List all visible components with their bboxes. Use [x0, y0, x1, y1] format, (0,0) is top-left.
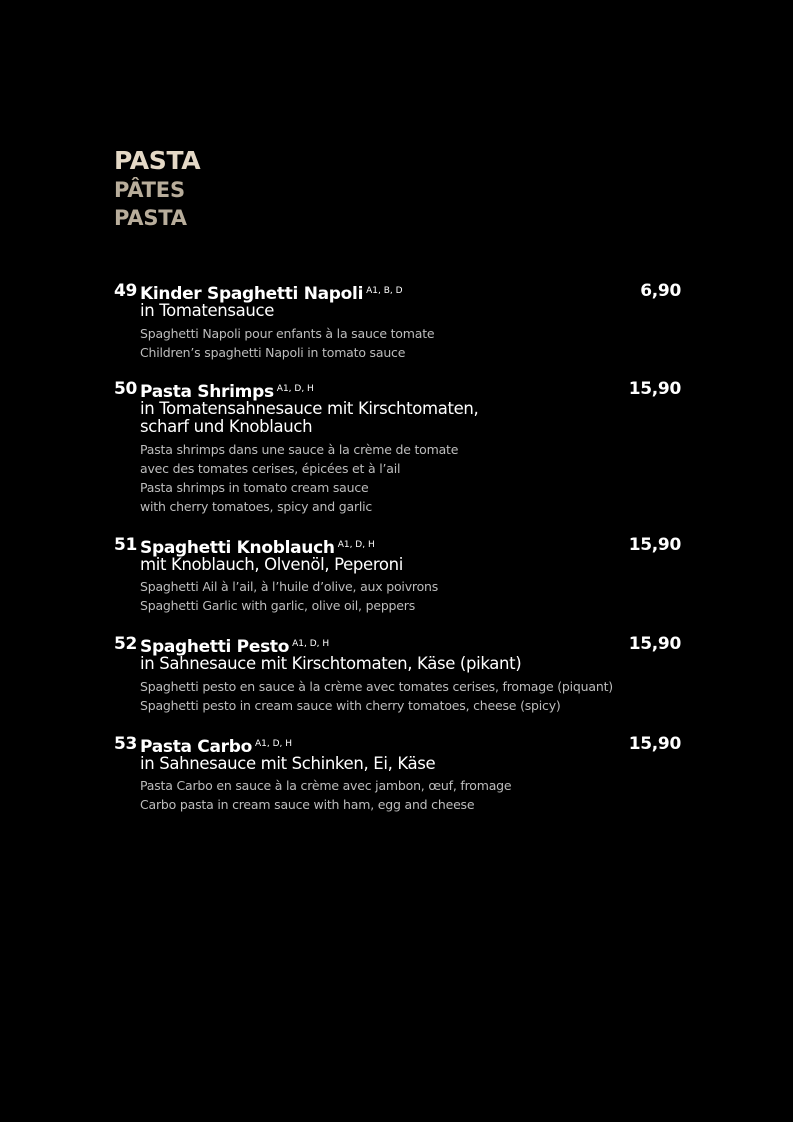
menu-item-49 — [114, 280, 681, 362]
item-description-line: scharf und Knoblauch — [140, 417, 313, 436]
item-translation-line: with cherry tomatoes, spicy and garlic — [140, 498, 373, 514]
item-translation-line: avec des tomates cerises, épicées et à l’ail — [140, 460, 401, 476]
item-name: Spaghetti Knoblauch — [140, 537, 335, 558]
item-allergens: A1, D, H — [292, 639, 330, 649]
item-translations — [114, 440, 681, 516]
item-translations — [114, 776, 681, 814]
item-name-wrap — [140, 280, 403, 305]
item-translation-block — [140, 776, 681, 814]
menu-item-50 — [114, 378, 681, 516]
heading-title-de: PASTA — [114, 146, 201, 175]
heading-title-fr: PÂTES — [114, 178, 185, 202]
item-allergens: A1, D, H — [337, 539, 375, 550]
item-translation-block — [140, 440, 681, 516]
item-allergens: A1, D, H — [255, 738, 293, 749]
item-name-wrap — [140, 733, 292, 758]
item-translation-block — [140, 577, 681, 615]
item-number: 52 — [114, 634, 138, 654]
menu-item-header — [114, 733, 681, 755]
item-price: 15,90 — [628, 634, 681, 654]
item-price: 6,90 — [640, 281, 681, 301]
menu-item-header — [114, 378, 681, 400]
item-translation-line: Carbo pasta in cream sauce with ham, egg and cheese — [140, 797, 475, 812]
menu-item-51 — [114, 534, 681, 616]
item-name: Spaghetti Pesto — [140, 637, 290, 657]
item-description-line: mit Knoblauch, Olvenöl, Peperoni — [140, 554, 403, 574]
item-name: Pasta Shrimps — [140, 381, 274, 402]
menu-item-header — [114, 280, 681, 302]
item-translation-line: Spaghetti Ail à l’ail, à l’huile d’olive, aux poivrons — [140, 579, 439, 594]
item-number: 50 — [114, 378, 138, 399]
item-translation-line: Pasta shrimps dans une sauce à la crème de tomate — [140, 441, 459, 457]
menu-item-53 — [114, 733, 681, 815]
item-name-wrap — [140, 534, 375, 559]
item-number: 53 — [114, 733, 138, 754]
item-price: 15,90 — [628, 378, 681, 399]
item-name-wrap — [140, 633, 329, 658]
item-description — [114, 400, 681, 437]
item-translations — [114, 677, 681, 715]
item-allergens: A1, B, D — [366, 286, 403, 296]
item-translation-line: Spaghetti Napoli pour enfants à la sauce tomate — [140, 325, 435, 341]
item-name: Kinder Spaghetti Napoli — [140, 284, 364, 304]
item-price: 15,90 — [628, 534, 681, 555]
item-description-line: in Tomatensahnesauce mit Kirschtomaten, — [140, 398, 479, 418]
item-number: 51 — [114, 534, 138, 555]
item-name: Pasta Carbo — [140, 736, 252, 757]
heading-title-en: PASTA — [114, 206, 187, 230]
item-translations — [114, 324, 681, 362]
menu-item-header — [114, 633, 681, 655]
item-translation-block — [140, 677, 681, 715]
item-translation-line: Spaghetti pesto en sauce à la crème avec tomates cerises, fromage (piquant) — [140, 678, 613, 694]
item-translation-block — [140, 324, 681, 362]
item-name-wrap — [140, 378, 314, 403]
item-translation-line: Spaghetti pesto in cream sauce with cherry tomatoes, cheese (spicy) — [140, 697, 561, 713]
item-description-line: in Tomatensauce — [140, 301, 275, 320]
item-description-line: in Sahnesauce mit Kirschtomaten, Käse (pikant) — [140, 654, 522, 673]
item-translation-line: Pasta shrimps in tomato cream sauce — [140, 479, 369, 495]
item-price: 15,90 — [628, 733, 681, 754]
item-translation-line: Spaghetti Garlic with garlic, olive oil, peppers — [140, 598, 416, 613]
item-description-line: in Sahnesauce mit Schinken, Ei, Käse — [140, 753, 436, 773]
item-translation-line: Children’s spaghetti Napoli in tomato sauce — [140, 344, 406, 360]
item-translation-line: Pasta Carbo en sauce à la crème avec jambon, œuf, fromage — [140, 778, 512, 793]
item-allergens: A1, D, H — [276, 383, 314, 394]
menu-item-header — [114, 534, 681, 556]
section-heading — [114, 146, 200, 232]
item-number: 49 — [114, 281, 138, 301]
item-translations — [114, 577, 681, 615]
menu-item-52 — [114, 633, 681, 715]
menu-item-list — [114, 280, 681, 814]
